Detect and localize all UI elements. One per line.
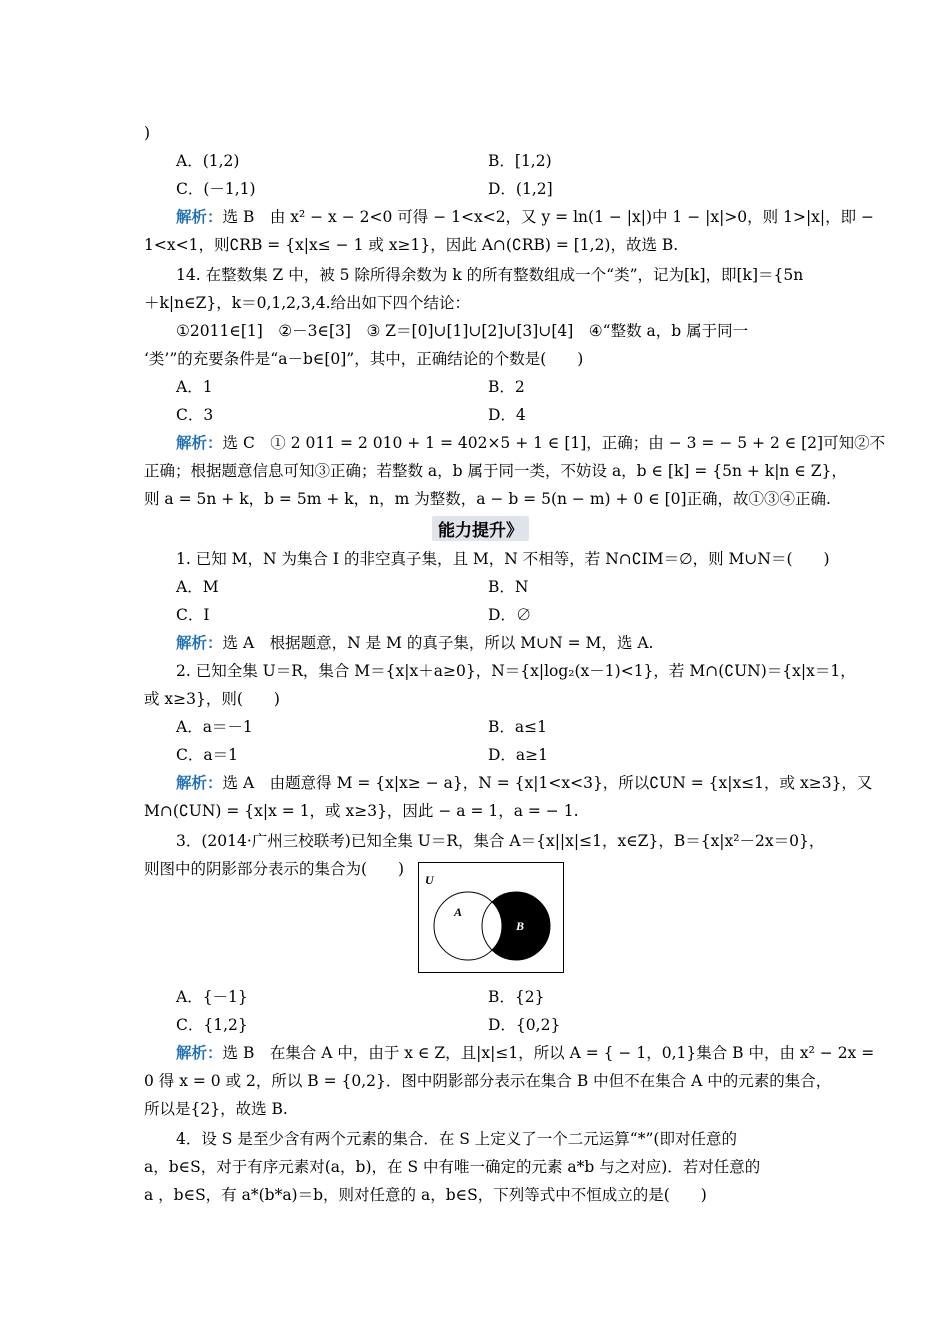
venn-label-u: U (425, 873, 434, 887)
option-a: A．M (176, 578, 219, 596)
question-text: a，b∈S，对于有序元素对(a，b)，在 S 中有唯一确定的元素 a*b 与之对应)．若对任意的 (144, 1158, 761, 1176)
question-text: ＋k|n∈Z}，k＝0,1,2,3,4.给出如下四个结论： (144, 294, 471, 312)
solution-text: 选 B 由 x² − x − 2<0 可得 − 1<x<2，又 y = ln(1 − |x|)中 1 − |x|>0，则 1>|x|，即 − (222, 208, 875, 226)
question-text: 则图中的阴影部分表示的集合为( ) (144, 860, 405, 878)
solution-text: 则 a = 5n + k，b = 5m + k，n，m 为整数，a − b = 5(n − m) + 0 ∈ [0]正确，故①③④正确. (144, 490, 831, 508)
option-d: D．{0,2} (488, 1016, 561, 1034)
solution-line (176, 772, 872, 794)
venn-label-b: B (516, 919, 525, 933)
solution-text: 正确；根据题意信息可知③正确；若整数 a，b 属于同一类，不妨设 a，b ∈ [k] = {5n + k|n ∈ Z}， (144, 462, 847, 480)
question-text: 1. 已知 M，N 为集合 I 的非空真子集，且 M，N 不相等，若 N∩∁IM＝∅，则 M∪N＝( ) (176, 550, 830, 568)
option-b: B．{2} (488, 988, 545, 1006)
solution-line (176, 206, 874, 228)
solution-label: 解析： (176, 773, 223, 792)
venn-label-a: A (454, 905, 463, 919)
option-a: A．a＝－1 (176, 718, 253, 736)
question-text: 2. 已知全集 U＝R，集合 M＝{x|x＋a≥0}，N＝{x|log₂(x－1)<1}，若 M∩(∁UN)＝{x|x＝1， (176, 662, 856, 680)
solution-label: 解析： (176, 207, 223, 226)
option-b: B．N (488, 578, 529, 596)
option-c: C．I (176, 606, 210, 624)
solution-text: 选 A 由题意得 M = {x|x≥ − a}，N = {x|1<x<3}，所以∁UN = {x|x≤1，或 x≥3}，又 (222, 774, 873, 792)
option-c: C．a＝1 (176, 746, 238, 764)
solution-line (176, 432, 885, 454)
option-d: D．4 (488, 406, 526, 424)
venn-diagram (418, 862, 564, 973)
question-text: 4．设 S 是至少含有两个元素的集合．在 S 上定义了一个二元运算“*”(即对任意的 (176, 1130, 737, 1148)
solution-text: 0 得 x = 0 或 2，所以 B = {0,2}．图中阴影部分表示在集合 B 中但不在集合 A 中的元素的集合， (144, 1072, 832, 1090)
question-text: a ，b∈S，有 a*(b*a)＝b，则对任意的 a，b∈S，下列等式中不恒成立的是( ) (144, 1186, 707, 1204)
question-text: 14. 在整数集 Z 中，被 5 除所得余数为 k 的所有整数组成一个“类”，记为[k]，即[k]＝{5n (176, 266, 804, 284)
question-text: ‘类’”的充要条件是“a－b∈[0]”，其中，正确结论的个数是( ) (144, 350, 584, 368)
solution-text: 选 C ① 2 011 = 2 010 + 1 = 402×5 + 1 ∈ [1]，正确；由 − 3 = − 5 + 2 ∈ [2]可知②不 (222, 434, 886, 452)
option-b: B．2 (488, 378, 525, 396)
solution-text: 1<x<1，则∁RB = {x|x≤ − 1 或 x≥1}，因此 A∩(∁RB) = [1,2)，故选 B. (144, 236, 679, 254)
option-c: C．3 (176, 406, 214, 424)
option-a: A．(1,2) (176, 152, 240, 170)
option-c: C．{1,2} (176, 1016, 248, 1034)
option-b: B．[1,2) (488, 152, 552, 170)
question-text: 3．(2014·广州三校联考)已知全集 U＝R，集合 A＝{x||x|≤1，x∈Z}，B＝{x|x²－2x＝0}， (176, 832, 825, 850)
option-b: B．a≤1 (488, 718, 547, 736)
option-a: A．{－1} (176, 988, 248, 1006)
solution-label: 解析： (176, 633, 223, 652)
solution-text: 选 A 根据题意，N 是 M 的真子集，所以 M∪N = M，选 A. (222, 634, 654, 652)
section-title: 能力提升》 (432, 516, 542, 540)
solution-text: M∩(∁UN) = {x|x = 1，或 x≥3}，因此 − a = 1，a = − 1. (144, 802, 579, 820)
option-d: D．(1,2] (488, 180, 553, 198)
solution-text: 所以是{2}，故选 B. (144, 1100, 288, 1118)
solution-text: 选 B 在集合 A 中，由于 x ∈ Z，且|x|≤1，所以 A = { − 1，0,1}集合 B 中，由 x² − 2x = (222, 1044, 875, 1062)
option-d: D．a≥1 (488, 746, 549, 764)
solution-label: 解析： (176, 1043, 223, 1062)
solution-line (176, 1042, 874, 1064)
option-d: D．∅ (488, 606, 532, 624)
solution-line (176, 632, 653, 654)
question-text: 或 x≥3}，则( ) (144, 690, 280, 708)
option-a: A．1 (176, 378, 213, 396)
solution-label: 解析： (176, 433, 223, 452)
question-text: ①2011∈[1] ②－3∈[3] ③ Z＝[0]∪[1]∪[2]∪[3]∪[4] ④“整数 a，b 属于同一 (176, 322, 749, 340)
option-c: C．(－1,1) (176, 180, 256, 198)
text-line: ) (144, 124, 151, 142)
